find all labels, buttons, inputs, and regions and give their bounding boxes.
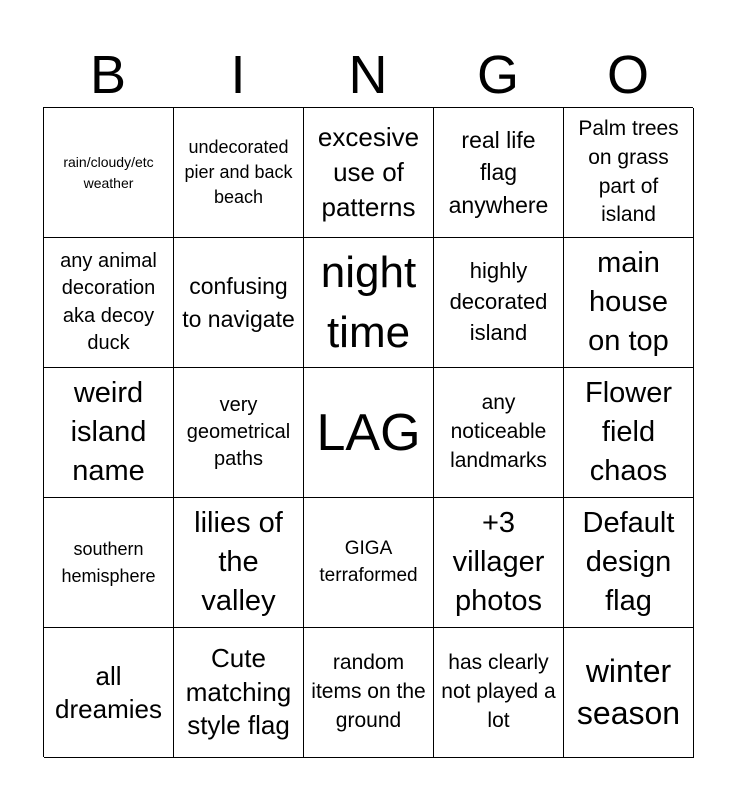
bingo-cell[interactable] <box>44 368 174 498</box>
bingo-cell[interactable] <box>564 368 694 498</box>
cell-label: winter season <box>576 652 681 731</box>
bingo-cell[interactable] <box>44 108 174 238</box>
cell-label: all dreamies <box>55 661 162 724</box>
bingo-cell[interactable] <box>304 108 434 238</box>
bingo-cell[interactable] <box>434 368 564 498</box>
bingo-cell[interactable] <box>44 628 174 758</box>
cell-label: night time <box>320 247 417 357</box>
header-letter-g: G <box>476 45 519 105</box>
cell-label: real life flag anywhere <box>448 127 549 218</box>
cell-label: GIGA terraformed <box>319 537 418 586</box>
cell-label: main house on top <box>588 246 669 358</box>
cell-label: +3 villager photos <box>452 506 545 618</box>
cell-label: excesive use of patterns <box>317 121 420 223</box>
header-letter-i: I <box>230 45 246 105</box>
cell-label: any noticeable landmarks <box>450 391 547 472</box>
cell-label: weird island name <box>70 376 147 488</box>
bingo-cell[interactable] <box>434 498 564 628</box>
bingo-cell[interactable] <box>434 628 564 758</box>
cell-label: rain/cloudy/etc weather <box>63 154 154 191</box>
bingo-cell[interactable] <box>304 238 434 368</box>
cell-label: undecorated pier and back beach <box>184 137 293 207</box>
cell-label: southern hemisphere <box>61 539 156 586</box>
header-letter-b: B <box>89 45 127 105</box>
bingo-cell[interactable] <box>174 628 304 758</box>
bingo-board <box>43 107 693 757</box>
bingo-cell[interactable] <box>564 498 694 628</box>
bingo-cell[interactable] <box>564 108 694 238</box>
bingo-cell[interactable] <box>174 108 304 238</box>
cell-label: any animal decoration aka decoy duck <box>60 250 157 354</box>
cell-label: Cute matching style flag <box>185 642 292 741</box>
bingo-cell[interactable] <box>44 238 174 368</box>
cell-label: confusing to navigate <box>182 273 295 332</box>
bingo-cell[interactable] <box>44 498 174 628</box>
bingo-cell[interactable] <box>434 108 564 238</box>
bingo-cell[interactable] <box>174 498 304 628</box>
cell-label: Default design flag <box>582 506 675 618</box>
cell-label: random items on the ground <box>311 651 426 732</box>
header-letter-o: O <box>606 45 649 105</box>
cell-label: highly decorated island <box>449 258 548 345</box>
header-letter-n: N <box>348 45 388 105</box>
bingo-cell[interactable] <box>304 628 434 758</box>
bingo-cell[interactable] <box>304 368 434 498</box>
cell-label: lilies of the valley <box>194 506 283 618</box>
cell-label: Flower field chaos <box>584 376 672 488</box>
cell-label: LAG <box>316 403 421 462</box>
cell-label: has clearly not played a lot <box>441 651 556 732</box>
bingo-cell[interactable] <box>304 498 434 628</box>
cell-label: Palm trees on grass part of island <box>578 116 679 227</box>
bingo-cell[interactable] <box>564 238 694 368</box>
bingo-cell[interactable] <box>434 238 564 368</box>
cell-label: very geometrical paths <box>186 394 291 470</box>
bingo-cell[interactable] <box>174 368 304 498</box>
bingo-header <box>43 42 693 108</box>
bingo-cell[interactable] <box>174 238 304 368</box>
bingo-cell[interactable] <box>564 628 694 758</box>
